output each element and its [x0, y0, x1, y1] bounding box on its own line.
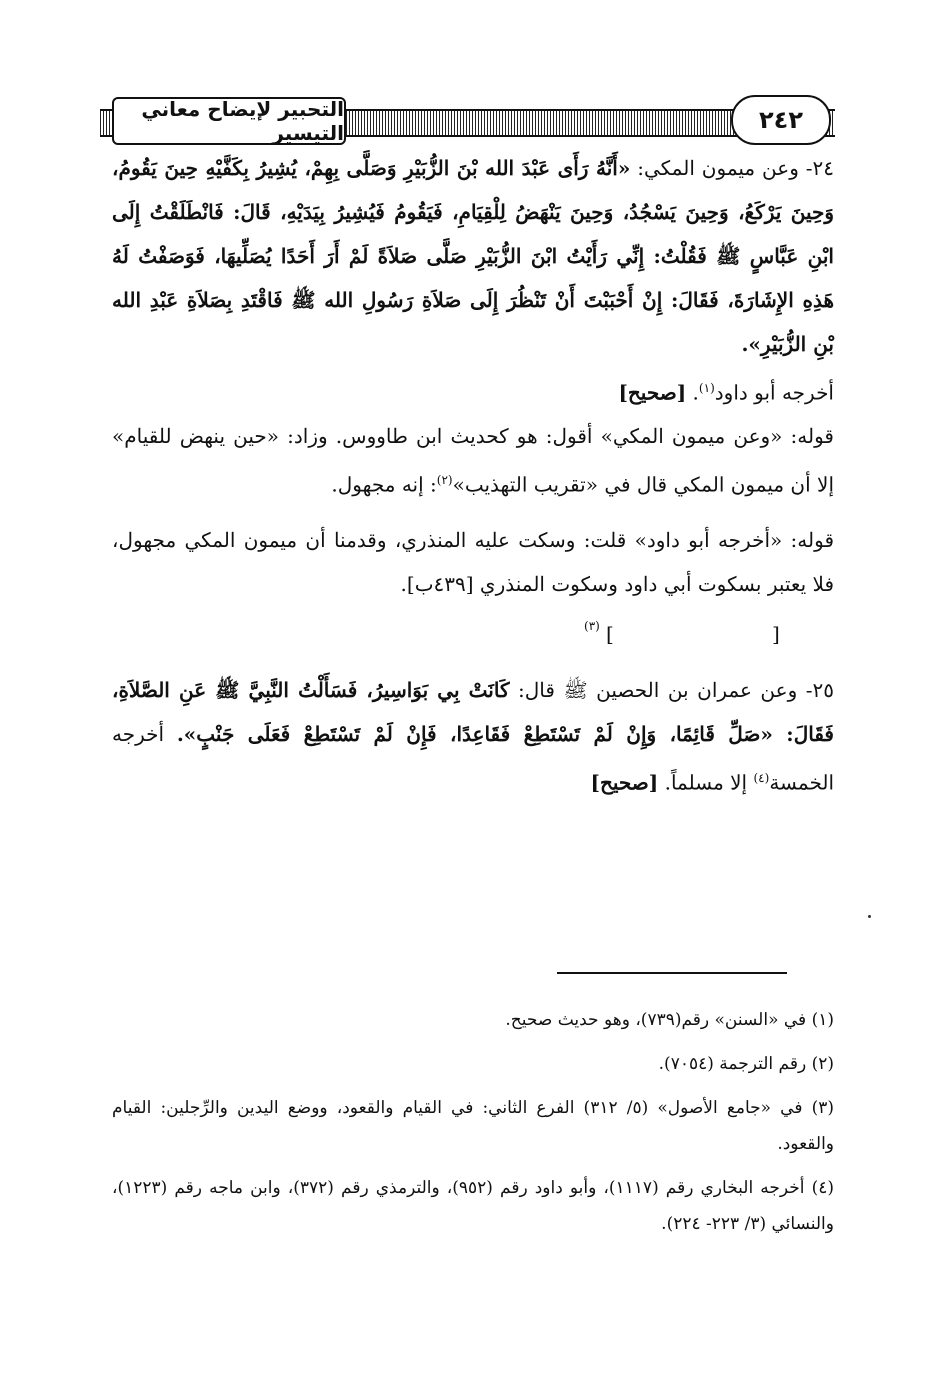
- footnotes: [112, 1002, 834, 1250]
- commentary-1-paragraph: [112, 414, 834, 507]
- footnote-2: (٢) رقم الترجمة (٧٠٥٤).: [658, 1054, 834, 1074]
- hadith-25-grade: [صحيح]: [590, 770, 659, 795]
- footnote-3: (٣) في «جامع الأصول» (٥/ ٣١٢) الفرع الثاني: في القيام والقعود، ووضع اليدين والرِّجلين: القيام والقعود.: [112, 1098, 834, 1154]
- footnote-ref-1: (١): [698, 381, 715, 395]
- hadith-24-grade: [صحيح]: [618, 380, 687, 405]
- footnote-ref-3: (٣): [584, 619, 600, 633]
- commentary-2-paragraph: قوله: «أخرجه أبو داود» قلت: وسكت عليه المنذري، وقدمنا أن ميمون المكي مجهول، فلا يعتبر بسكوت أبي داود وسكوت المنذري [٤٣٩ب].: [112, 528, 834, 596]
- placeholder-open-bracket: [: [772, 622, 780, 646]
- placeholder-close-bracket: ]: [606, 622, 614, 646]
- page-number: ٢٤٢: [731, 95, 831, 145]
- footnote-ref-4: (٤): [753, 771, 770, 785]
- commentary-1-text-a: قوله: «وعن ميمون المكي» أقول: هو كحديث ابن طاووس. وزاد: «حين ينهض للقيام» إلا أن ميمون المكي قال في «تقريب التهذيب»: [112, 424, 834, 497]
- footnote-ref-2: (٢): [436, 473, 453, 487]
- hadith-24: [112, 146, 834, 415]
- hadith-25-source-a: أخرجه الخمسة: [112, 722, 834, 795]
- commentary-1-text-b: : إنه مجهول.: [331, 472, 437, 497]
- hadith-25-intro: ٢٥- وعن عمران بن الحصين ﷺ قال:: [509, 678, 834, 702]
- hadith-25-paragraph: [112, 668, 834, 805]
- book-title: التحبير لإيضاح معاني التيسير: [112, 97, 346, 145]
- stray-dot: [868, 915, 871, 918]
- hadith-24-paragraph: [112, 146, 834, 415]
- hadith-24-intro: ٢٤- وعن ميمون المكي:: [630, 156, 834, 180]
- hadith-25-text: كَانَتْ بِي بَوَاسِيرُ، فَسَأَلْتُ النَّبِيَّ ﷺ عَنِ الصَّلاَةِ، فَقَالَ: «صَلِّ قَائِمًا، وَإِنْ لَمْ تَسْتَطِعْ فَقَاعِدًا، فَإِنْ لَمْ تَسْتَطِعْ فَعَلَى جَنْبٍ».: [112, 678, 834, 746]
- hadith-25-source-b: إلا مسلماً.: [658, 770, 754, 795]
- missing-text-placeholder: [0, 612, 945, 656]
- hadith-24-text: «أَنَّهُ رَأَى عَبْدَ الله بْنَ الزُّبَيْرِ وَصَلَّى بِهِمْ، يُشِيرُ بِكَفَّيْهِ حِينَ يَقُومُ، وَحِينَ يَرْكَعُ، وَحِينَ يَسْجُدُ، وَحِينَ يَنْهَضُ لِلْقِيَامِ، فَيَقُومُ فَيُشِيرُ بِيَدَيْهِ، قَالَ: فَانْطَلَقْتُ إِلَى ابْنِ عَبَّاسٍ ﷺ فَقُلْتُ: إِنِّي رَأَيْتُ ابْنَ الزُّبَيْرِ صَلَّى صَلاَةً لَمْ أَرَ أَحَدًا يُصَلِّيهَا، فَوَصَفْتُ لَهُ هَذِهِ الإِشَارَةَ، فَقَالَ: إِنْ أَحْبَبْتَ أَنْ تَنْظُرَ إِلَى صَلاَةِ رَسُولِ الله ﷺ فَاقْتَدِ بِصَلاَةِ عَبْدِ الله بْنِ الزُّبَيْرِ».: [112, 156, 834, 356]
- footnote-separator: [557, 972, 787, 974]
- page-header: [100, 95, 835, 153]
- commentary-1: [112, 414, 834, 507]
- hadith-24-source: أخرجه أبو داود: [714, 380, 834, 405]
- grade-separator: .: [686, 380, 699, 405]
- footnote-1: (١) في «السنن» رقم(٧٣٩)، وهو حديث صحيح.: [505, 1010, 834, 1030]
- commentary-2: [112, 518, 834, 606]
- footnote-4: (٤) أخرجه البخاري رقم (١١١٧)، وأبو داود رقم (٩٥٢)، والترمذي رقم (٣٧٢)، وابن ماجه رقم (١٢٢٣)، والنسائي (٣/ ٢٢٣- ٢٢٤).: [112, 1178, 835, 1234]
- hadith-25: [112, 668, 834, 805]
